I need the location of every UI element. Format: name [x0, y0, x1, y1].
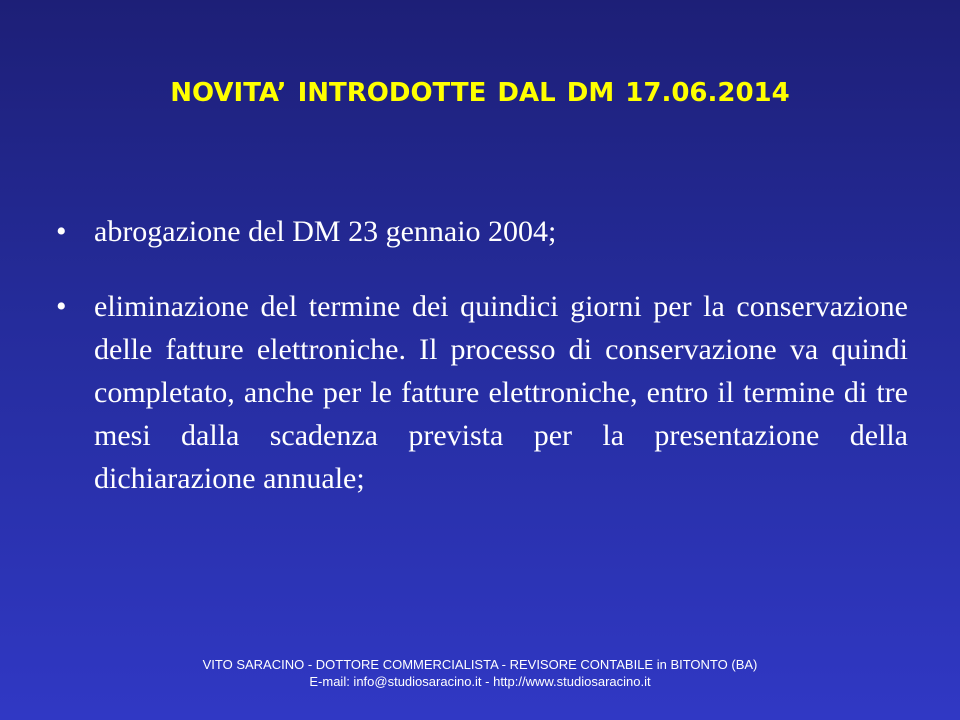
bullet-text: eliminazione del termine dei quindici giorni per la conservazione delle fatture elettroniche. Il processo di conservazione va quindi completato, anche per le fatture elettroniche, entro il termine di tre mesi dalla scadenza prevista per la presentazione della dichiarazione annuale;	[94, 290, 908, 495]
slide-title: NOVITA’ INTRODOTTE DAL DM 17.06.2014	[170, 78, 790, 108]
bullet-text: abrogazione del DM 23 gennaio 2004;	[94, 215, 557, 248]
footer-contact-line: E-mail: info@studiosaracino.it - http://www.studiosaracino.it	[309, 674, 651, 689]
bullet-list	[56, 210, 908, 500]
footer-author-line: VITO SARACINO - DOTTORE COMMERCIALISTA - REVISORE CONTABILE in BITONTO (BA)	[202, 657, 758, 672]
bullet-item	[56, 285, 908, 500]
bullet-item	[56, 210, 908, 253]
bullet-marker: •	[56, 290, 67, 323]
footer	[0, 656, 960, 690]
bullet-marker: •	[56, 215, 67, 248]
